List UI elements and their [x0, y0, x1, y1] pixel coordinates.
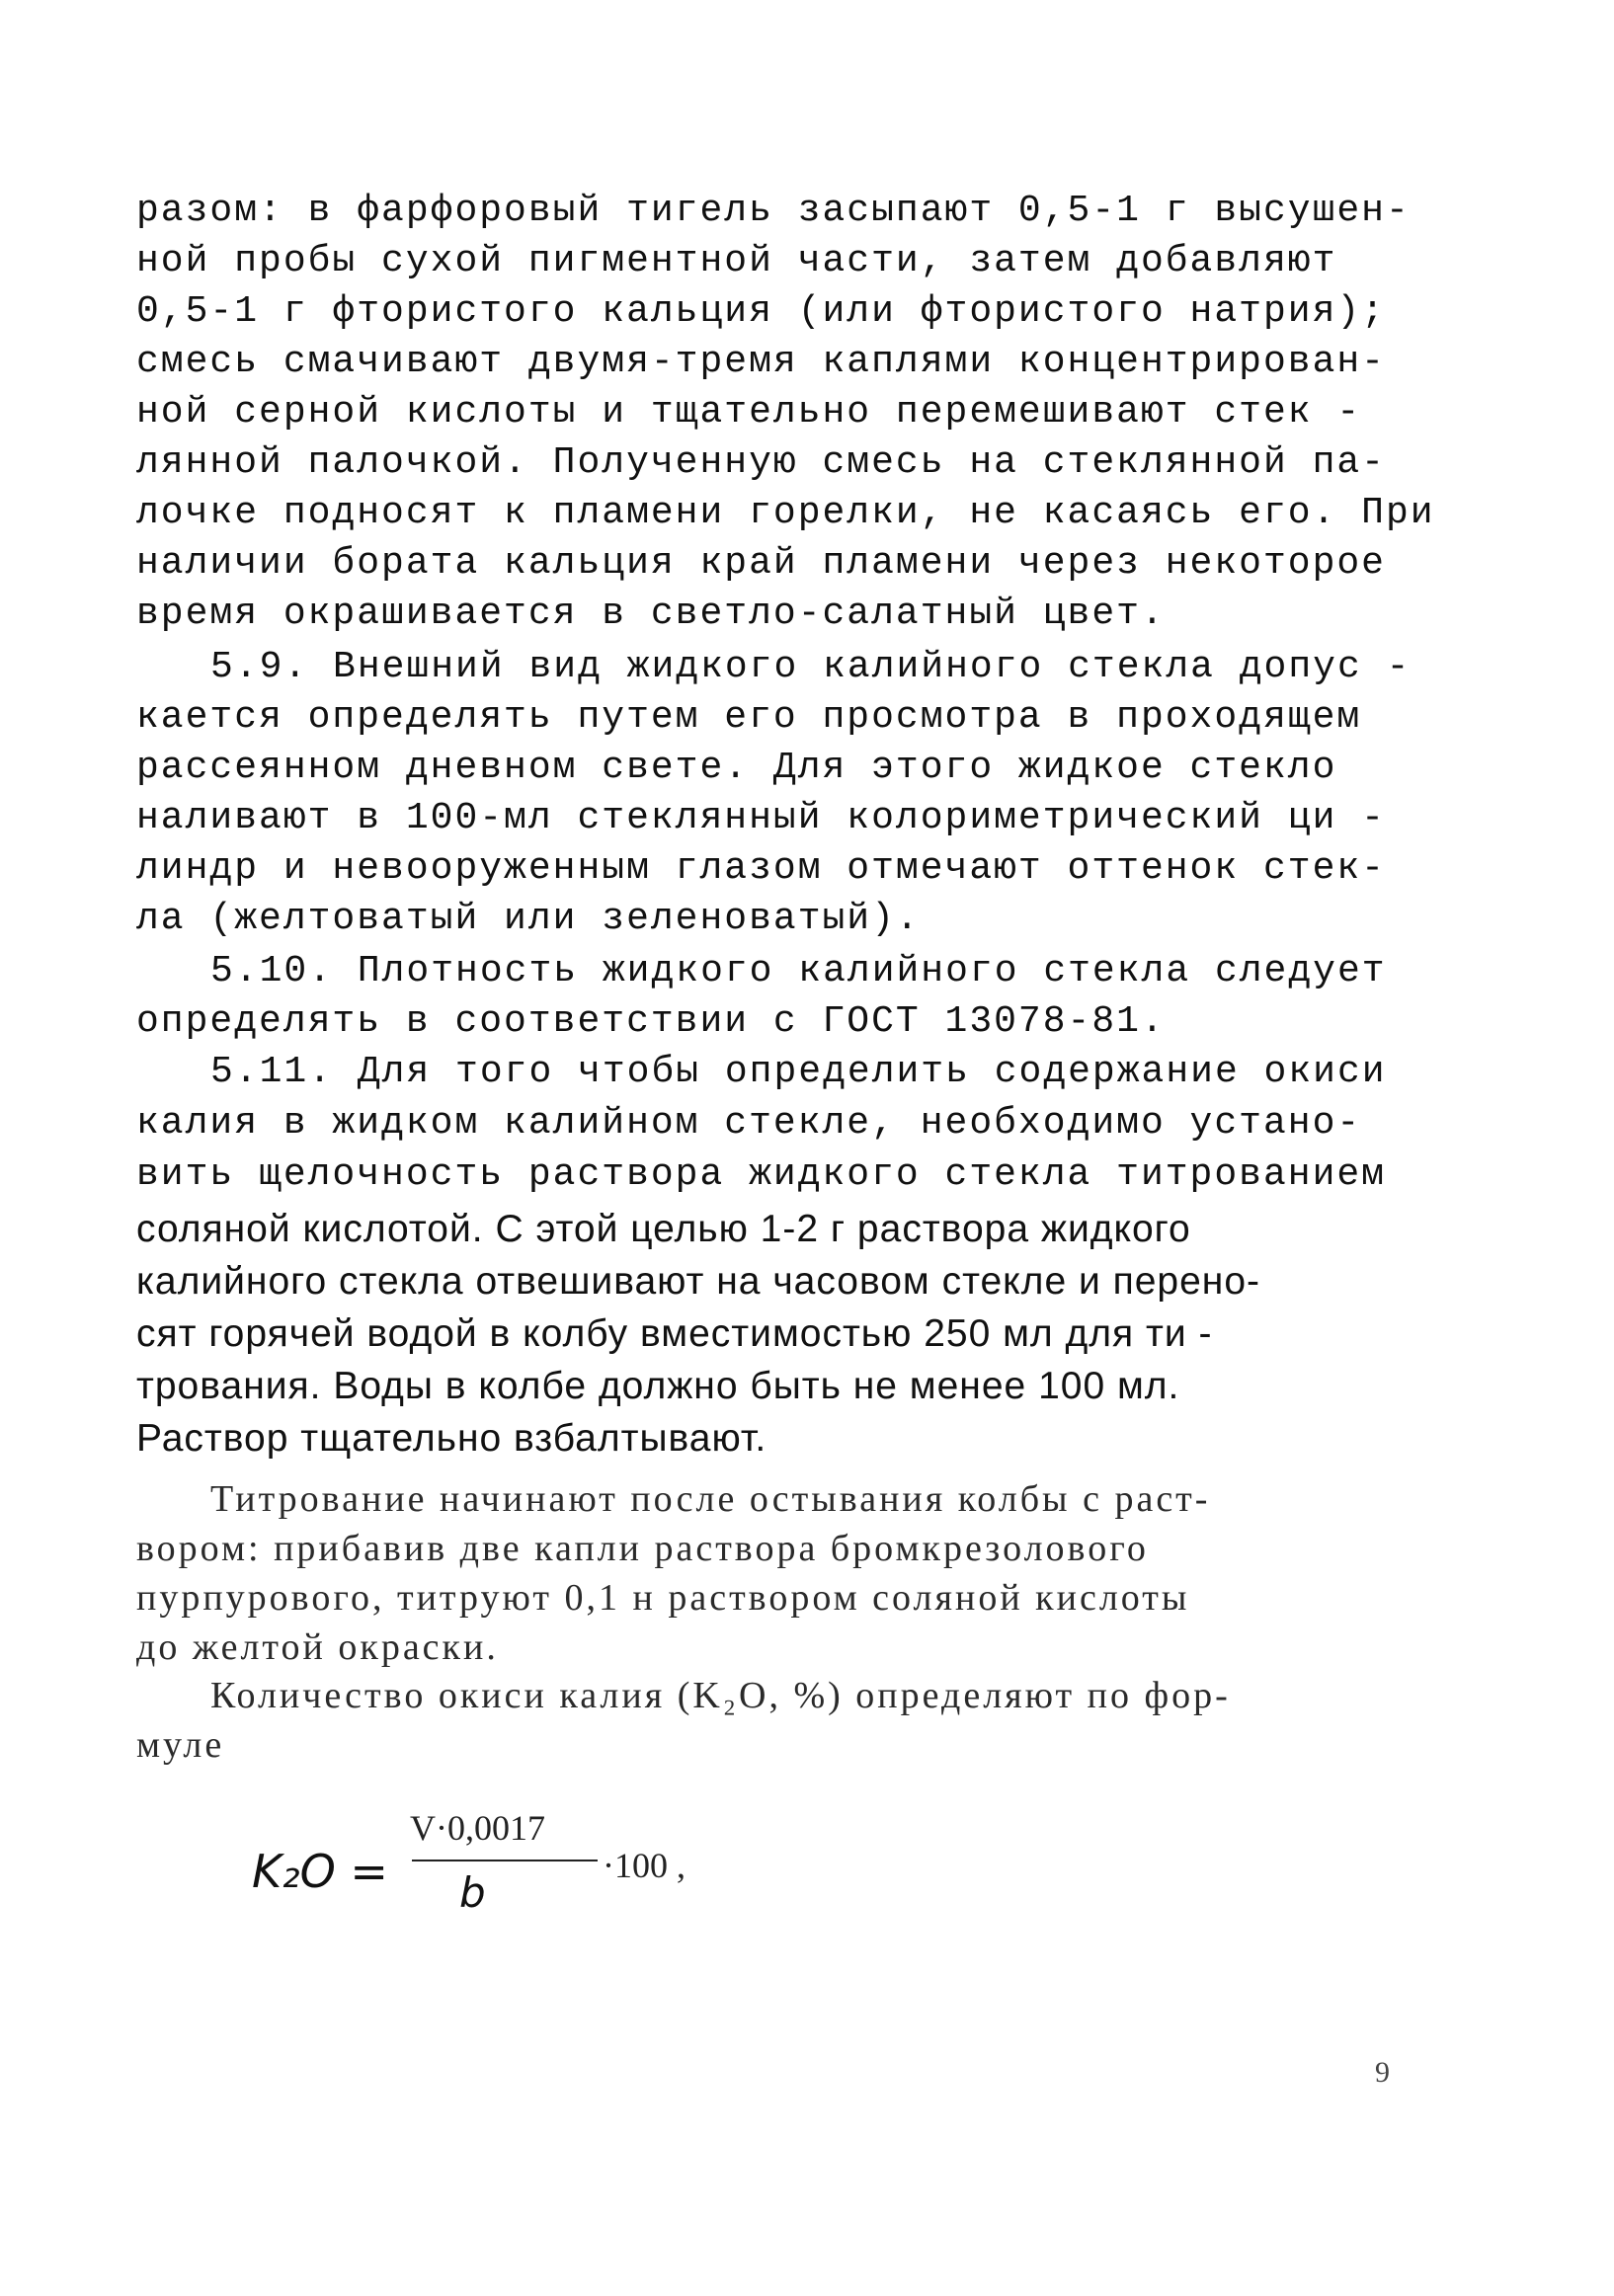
text-line: калия в жидком калийном стекле, необходимо устано-	[136, 1102, 1362, 1145]
text-line: 5.9. Внешний вид жидкого калийного стекла допус -	[210, 646, 1412, 688]
text-line: определять в соответствии с ГОСТ 13078-81.	[136, 1000, 1166, 1043]
text-line: Количество окиси калия (K₂O, %) определяют по фор-	[210, 1675, 1231, 1716]
text-line: рассеянном дневном свете. Для этого жидкое стекло	[136, 747, 1337, 789]
text-line: наливают в 100-мл стеклянный колориметрический ци -	[136, 797, 1386, 839]
text-line: калийного стекла отвешивают на часовом стекле и перено-	[136, 1260, 1260, 1303]
text-line: кается определять путем его просмотра в проходящем	[136, 696, 1362, 739]
page-number: 9	[1375, 2056, 1390, 2089]
paragraph-boron-test	[136, 186, 1435, 639]
text-line: до желтой окраски.	[136, 1626, 499, 1668]
section-5-9	[136, 642, 1420, 944]
text-line: 5.11. Для того чтобы определить содержание окиси	[210, 1051, 1387, 1093]
text-line: соляной кислотой. С этой целью 1-2 г раствора жидкого	[136, 1208, 1191, 1250]
fraction-bar	[412, 1860, 598, 1861]
section-5-11	[136, 1047, 1420, 1201]
text-line: вить щелочность раствора жидкого стекла титрованием	[136, 1153, 1386, 1196]
paragraph-titration	[136, 1474, 1420, 1672]
text-line: лянной палочкой. Полученную смесь на стеклянной па-	[136, 441, 1386, 484]
text-line: смесь смачивают двумя-тремя каплями концентрирован-	[136, 341, 1386, 383]
formula-numerator: V·0,0017	[410, 1808, 545, 1848]
text-line: пурпурового, титруют 0,1 н раствором соляной кислоты	[136, 1577, 1190, 1619]
formula-denominator: b	[459, 1868, 486, 1917]
text-line: Раствор тщательно взбалтывают.	[136, 1417, 767, 1460]
text-line: 0,5-1 г фтористого кальция (или фтористого натрия);	[136, 290, 1386, 333]
text-line: время окрашивается в светло-салатный цвет.	[136, 593, 1166, 635]
text-line: трования. Воды в колбе должно быть не менее 100 мл.	[136, 1365, 1180, 1407]
section-5-11-continued	[136, 1203, 1420, 1465]
text-line: муле	[136, 1724, 225, 1766]
text-line: ной серной кислоты и тщательно перемешивают стек -	[136, 391, 1362, 434]
paragraph-formula-intro	[136, 1671, 1420, 1770]
text-line: лочке подносят к пламени горелки, не касаясь его. При	[136, 492, 1435, 534]
text-line: ной пробы сухой пигментной части, затем добавляют	[136, 240, 1337, 282]
potassium-oxide-formula	[252, 1807, 766, 1955]
text-line: разом: в фарфоровый тигель засыпают 0,5-1 г высушен-	[136, 190, 1411, 232]
text-line: линдр и невооруженным глазом отмечают оттенок стек-	[136, 847, 1386, 890]
text-line: сят горячей водой в колбу вместимостью 250 мл для ти -	[136, 1312, 1213, 1355]
section-5-10	[136, 946, 1420, 1047]
formula-multiplier: ·100 ,	[603, 1846, 686, 1885]
text-line: вором: прибавив две капли раствора бромкрезолового	[136, 1528, 1149, 1569]
text-line: наличии бората кальция край пламени через некоторое	[136, 542, 1386, 585]
text-line: Титрование начинают после остывания колбы с раст-	[210, 1478, 1211, 1520]
text-line: ла (желтоватый или зеленоватый).	[136, 898, 921, 940]
formula-lhs: K₂O =	[252, 1845, 388, 1898]
text-line: 5.10. Плотность жидкого калийного стекла следует	[210, 950, 1387, 992]
